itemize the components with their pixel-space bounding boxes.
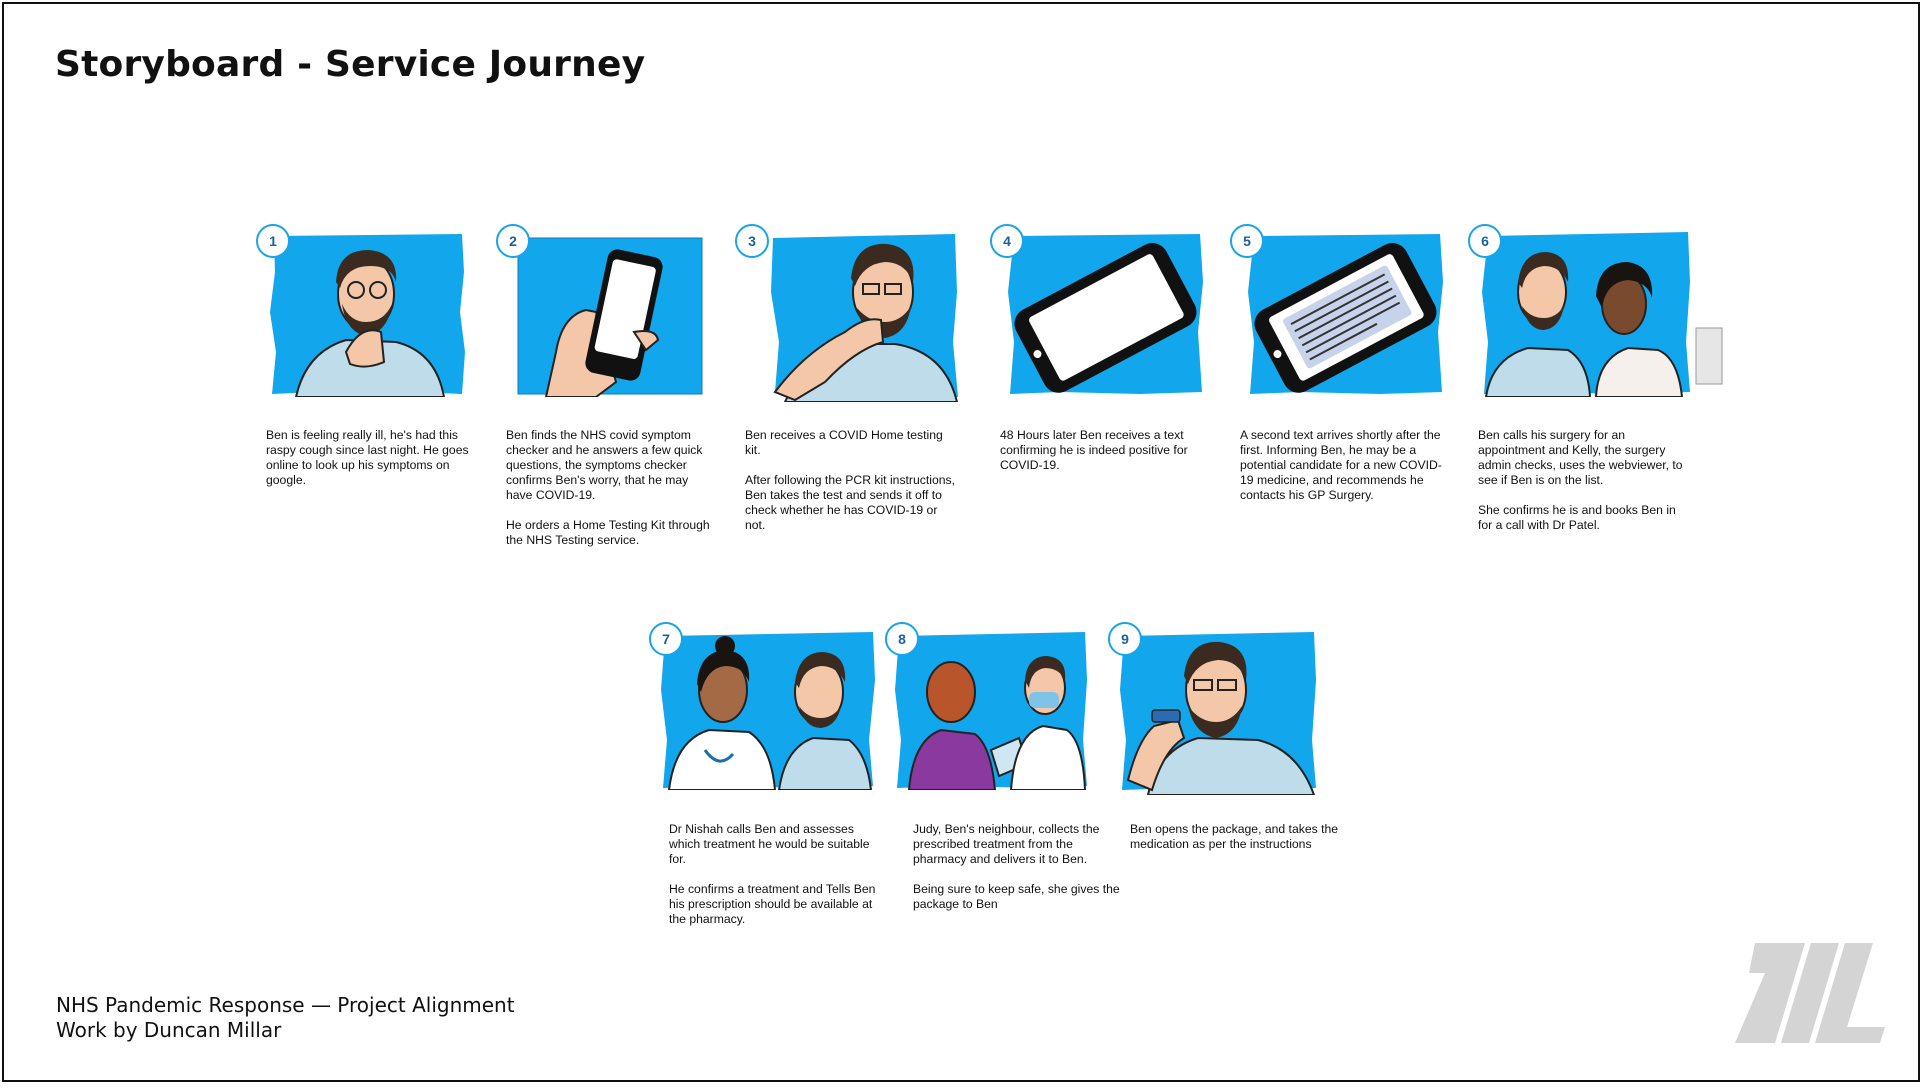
step-number-badge: 2 — [496, 224, 530, 258]
caption-paragraph: Ben finds the NHS covid symptom checker and he answers a few quick questions, the symptoms checker confirms Ben's worry, that he may have COVID-19. — [506, 428, 703, 502]
caption-paragraph: A second text arrives shortly after the first. Informing Ben, he may be a potential candidate for a new COVID-19 medicine, and recommends he contacts his GP Surgery. — [1240, 428, 1442, 502]
step-number-badge: 7 — [649, 622, 683, 656]
panel-5-caption — [1240, 428, 1450, 518]
panel-1-illustration — [266, 232, 466, 397]
caption-paragraph: Ben opens the package, and takes the medication as per the instructions — [1130, 822, 1339, 851]
caption-paragraph: He orders a Home Testing Kit through the NHS Testing service. — [506, 518, 710, 547]
step-number-badge: 3 — [735, 224, 769, 258]
panel-2-illustration — [506, 232, 706, 397]
brand-logo-icon — [1735, 943, 1885, 1043]
panel-9-illustration — [1118, 630, 1318, 795]
panel-1-caption — [266, 428, 476, 503]
panel-9-caption — [1130, 822, 1340, 867]
caption-paragraph: He confirms a treatment and Tells Ben his prescription should be available at the pharmacy. — [669, 882, 876, 926]
caption-paragraph: She confirms he is and books Ben in for a call with Dr Patel. — [1478, 503, 1676, 532]
panel-4-caption — [1000, 428, 1210, 488]
panel-4-illustration — [1000, 232, 1205, 397]
caption-paragraph: Judy, Ben's neighbour, collects the prescribed treatment from the pharmacy and delivers it to Ben. — [913, 822, 1100, 866]
step-number-badge: 9 — [1108, 622, 1142, 656]
panel-3-illustration — [745, 232, 960, 402]
panel-3-caption — [745, 428, 955, 548]
step-number-badge: 6 — [1468, 224, 1502, 258]
step-number-badge: 8 — [885, 622, 919, 656]
step-number-badge: 4 — [990, 224, 1024, 258]
footer-author-line: Work by Duncan Millar — [56, 1018, 282, 1042]
panel-7-illustration — [659, 630, 879, 790]
step-number-badge: 1 — [256, 224, 290, 258]
panel-7-caption — [669, 822, 879, 942]
caption-paragraph: Dr Nishah calls Ben and assesses which treatment he would be suitable for. — [669, 822, 870, 866]
slide-title: Storyboard - Service Journey — [55, 44, 646, 85]
caption-paragraph: Ben is feeling really ill, he's had this raspy cough since last night. He goes online to look up his symptoms on google. — [266, 428, 469, 487]
caption-paragraph: 48 Hours later Ben receives a text confirming he is indeed positive for COVID-19. — [1000, 428, 1188, 472]
caption-paragraph: Being sure to keep safe, she gives the package to Ben — [913, 882, 1120, 911]
caption-paragraph: After following the PCR kit instructions, Ben takes the test and sends it off to check whether he has COVID-19 or not. — [745, 473, 955, 532]
footer-project-line: NHS Pandemic Response — Project Alignment — [56, 993, 515, 1017]
panel-2-caption — [506, 428, 716, 563]
step-number-badge: 5 — [1230, 224, 1264, 258]
panel-5-illustration — [1240, 232, 1445, 397]
slide-footer — [56, 993, 515, 1043]
panel-6-illustration — [1478, 232, 1723, 397]
caption-paragraph: Ben receives a COVID Home testing kit. — [745, 428, 943, 457]
panel-8-illustration — [895, 630, 1090, 790]
panel-6-caption — [1478, 428, 1688, 548]
caption-paragraph: Ben calls his surgery for an appointment and Kelly, the surgery admin checks, uses the webviewer, to see if Ben is on the list. — [1478, 428, 1683, 487]
panel-8-caption — [913, 822, 1123, 927]
